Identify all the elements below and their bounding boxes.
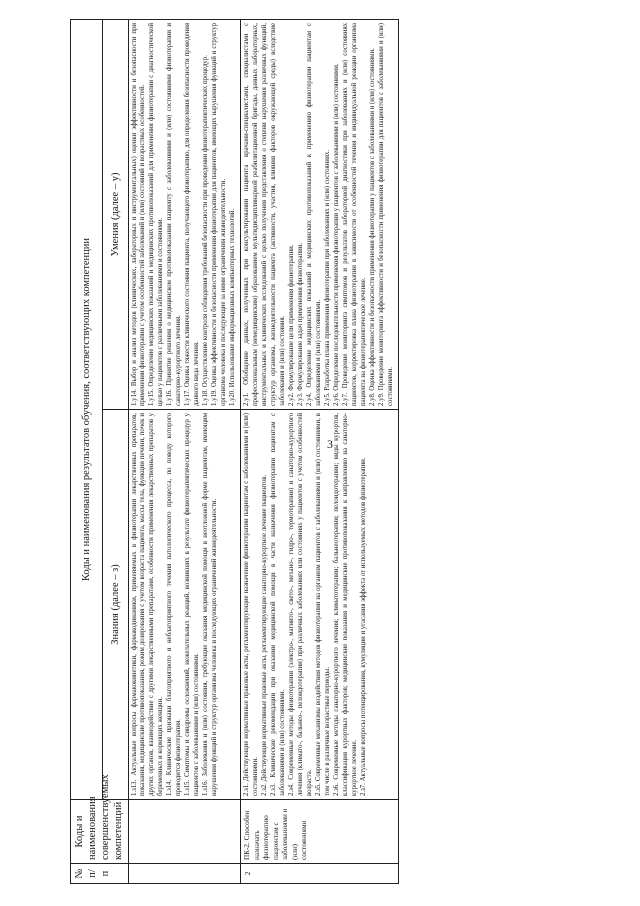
skill-item: 2.у2. Формулирование цели применения физиотерапии. — [287, 244, 295, 406]
header-knowledge: Знания (далее – з) — [103, 410, 128, 800]
skill-item: 1.у20. Использование информационных компьютерных технологий. — [229, 208, 237, 406]
skill-item: 2.у5. Разработка плана применения физиотерапии при заболеваниях и (или) состояниях. — [323, 149, 331, 406]
row-number — [128, 864, 241, 884]
knowledge-item: 2.з1. Действующие нормативные правовые акты, регламентирующие назначение физиотерапии пациентам с заболеваниями и (или) состояниями. — [243, 413, 260, 796]
skill-item: 2.у1. Обобщение данных, полученных при консультировании пациента врачами-специалистами, специалистами с профессиональным (немедицинским) образованием мультидисциплинарной реабилитационной бригады, данных лабораторных, инструментальных и клинических исследований с целью получения представления о степени нарушения различных функций, структур организма, жизнедеятельности пациента (активности, участия, влияния факторов окружающей среды) вследствие заболевания и (или) состояния. — [243, 23, 286, 406]
page-number: 3 — [327, 437, 333, 451]
table-row — [241, 20, 398, 884]
row-number: 2 — [241, 864, 398, 884]
skills-cell — [241, 20, 398, 410]
competencies-table — [70, 19, 399, 884]
skill-item: 1.у19. Оценка эффективности и безопасности применения физиотерапии для пациентов, имеющих нарушения функций и структур организма человека и последующие за ними ограничения жизнедеятельности. — [211, 23, 228, 406]
skill-item: 2.у6. Определение последовательности применения физиотерапии у пациентов с заболеваниями и (или) состояниями. — [332, 63, 340, 406]
skill-item: 2.у9. Проведение мониторинга эффективности и безопасности применения физиотерапии для пациентов с заболеваниями и (или) состояниями. — [377, 23, 394, 406]
knowledge-item: 1.з13. Актуальные вопросы фармакокинетики, фармакодинамики, применяемых в физиотерапии лекарственных препаратов, показания, медицинские противопоказания, режим дозирования с учетом возраста пациента, массы тела, функции печени, почек и других органов, взаимодействие с другими лекарственными препаратами, особенности применения лекарственных препаратов у беременных и кормящих женщин. — [130, 413, 165, 796]
skill-item: 2.у7. Проведение мониторинга симптомов и результатов лабораторной диагностики при заболеваниях и (или) состояниях пациентов, корректировка плана физиотерапии в зависимости от особенностей течения и индивидуальной реакции организма пациента на физиотерапевтическое лечение. — [341, 23, 367, 406]
header-skills: Умения (далее – у) — [103, 20, 128, 410]
skill-item: 1.у15. Определение медицинских показаний и медицинских противопоказаний для применения физиотерапии с диагностической целью у пациентов с различными заболеваниями и состояниями. — [148, 23, 165, 406]
competency-code — [128, 800, 241, 864]
knowledge-item: 2.з6. Современные методы санаторно-курортного лечения; климатотерапии; бальнеотерапии; пелоидотерапии; виды курортов, классификация курортных факторов; медицинские показания и медицинские противопоказания к направлению на санаторно-курортное лечение. — [332, 413, 358, 796]
knowledge-cell — [241, 410, 398, 800]
skill-item: 1.у18. Осуществление контроля соблюдения требований безопасности при проведении физиотерапевтических процедур. — [202, 55, 210, 406]
skill-item: 1.у16. Принятие решения о медицинском противопоказании пациенту с заболеваниями и (или) состояниями физиотерапии и санаторно-курортного лечения. — [166, 23, 183, 406]
header-competency-codes: Коды и наименования совершенствуемых компетенций — [71, 800, 129, 864]
skills-cell — [128, 20, 241, 410]
skill-item: 1.у14. Выбор и анализ методов (клинических, лабораторных и инструментальных) оценки эффективности и безопасности при применении физиотерапии с учетом особенностей заболеваний и (или) состояний и возрастных особенностей. — [130, 23, 147, 406]
table-body — [128, 20, 398, 884]
skill-item: 2.у4. Определение медицинских показаний и медицинских противопоказаний к применению физиотерапии пациентам с заболеваниями и (или) состояниями. — [305, 23, 322, 406]
knowledge-item: 1.з16. Заболевания и (или) состояния, требующие оказания медицинской помощи в неотложной форме пациентам, имеющим нарушения функций и структур организма человека и последующих ограничений жизнедеятельности. — [202, 413, 219, 796]
skill-item: 1.у17. Оценка тяжести клинического состояния пациента, получающего физиотерапию, для определения безопасности проведения данного вида лечения. — [184, 23, 201, 406]
knowledge-item: 2.з4. Современные методы физиотерапии (электро-, магнито-, свето-, механо-, гидро-, термотерапии) и санаторно-курортного лечения (климато-, бальнео-, пелоидотерапии) при различных заболеваниях или состояниях у пациентов с учетом особенностей возраста. — [287, 413, 313, 796]
skill-item: 2.у8. Оценка эффективности и безопасности применения физиотерапии у пациентов с заболеваниями и (или) состояниями. — [368, 48, 376, 406]
skill-item: 2.у3. Формулирование задач применения физиотерапии. — [296, 242, 304, 406]
header-number: № п/п — [71, 864, 129, 884]
table-row — [128, 20, 241, 884]
knowledge-item: 2.з7. Актуальные вопросы потенцирования, кумуляции и угасания эффекта от используемых методов физиотерапии. — [359, 457, 367, 796]
knowledge-cell — [128, 410, 241, 800]
knowledge-item: 1.з15. Симптомы и синдромы осложнений, нежелательных реакций, возникших в результате физиотерапевтических процедур у пациентов с заболеваниями и (или) состояниями. — [184, 413, 201, 796]
knowledge-item: 2.з5. Современные механизмы воздействия методов физиотерапии на организм пациентов с заболеваниями и (или) состояниями, в том числе в различные возрастные периоды. — [314, 413, 331, 796]
knowledge-item: 1.з14. Клинические признаки благоприятного и неблагоприятного течения патологического процесса, по поводу которого проводится физиотерапия. — [166, 413, 183, 796]
header-learning-results: Коды и наименования результатов обучения, соответствующих компетенции — [71, 20, 103, 800]
rotated-table-region — [70, 20, 630, 884]
competency-code: ПК-2. Способен назначать физиотерапию пациентам с заболеваниями и (или) состояниями — [241, 800, 398, 864]
knowledge-item: 2.з2. Действующие нормативные правовые акты, регламентирующие санаторно-курортное лечение пациентов. — [261, 474, 269, 796]
knowledge-item: 2.з3. Клинические рекомендации при оказании медицинской помощи в части назначения физиотерапии пациентам с заболеваниями и (или) состояниями. — [270, 413, 286, 796]
